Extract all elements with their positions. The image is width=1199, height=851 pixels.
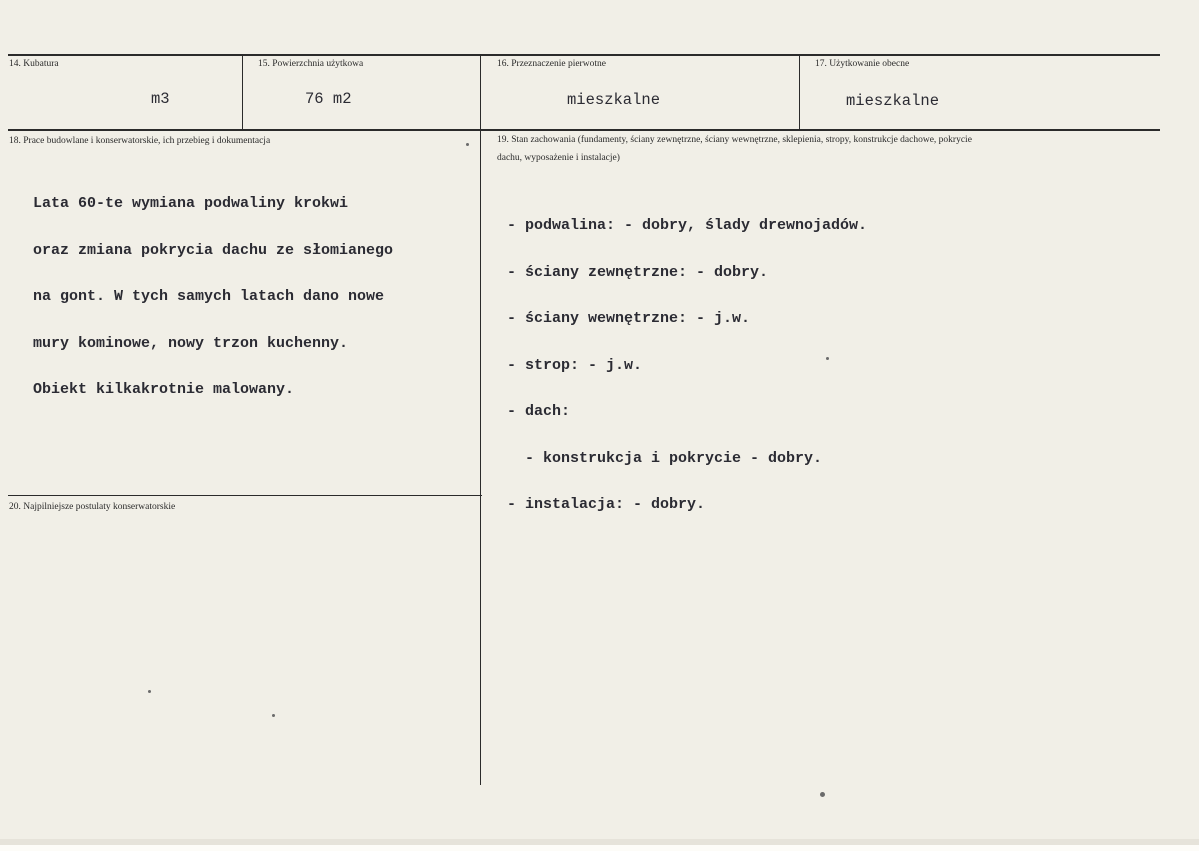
paper-speck [820, 792, 825, 797]
prace-line: Obiekt kilkakrotnie malowany. [33, 381, 295, 398]
uzytkowanie-label: 17. Użytkowanie obecne [815, 59, 910, 69]
stan-line: - instalacja: - dobry. [507, 496, 706, 513]
top-rule [8, 54, 1160, 56]
paper-speck [272, 714, 275, 717]
prace-line: na gont. W tych samych latach dano nowe [33, 288, 385, 305]
paper-speck [826, 357, 829, 360]
stan-line: - konstrukcja i pokrycie - dobry. [507, 449, 823, 467]
prace-text [33, 165, 393, 429]
col-divider-1 [242, 55, 243, 130]
prace-line: mury kominowe, nowy trzon kuchenny. [33, 334, 349, 352]
paper-speck [148, 690, 151, 693]
przeznaczenie-label: 16. Przeznaczenie pierwotne [497, 59, 606, 69]
col-divider-3 [799, 55, 800, 130]
stan-line: - dach: [507, 403, 571, 420]
section-divider [8, 495, 482, 496]
prace-line: Lata 60-te wymiana podwaliny krokwi [33, 195, 349, 212]
stan-line: - ściany wewnętrzne: - j.w. [507, 310, 751, 327]
prace-label: 18. Prace budowlane i konserwatorskie, ich przebieg i dokumentacja [9, 136, 271, 146]
col-divider-2 [480, 55, 481, 785]
uzytkowanie-value: mieszkalne [846, 92, 940, 110]
paper-speck [466, 143, 469, 146]
stan-line: - ściany zewnętrzne: - dobry. [507, 263, 769, 281]
prace-line: oraz zmiana pokrycia dachu ze słomianego [33, 241, 394, 259]
kubatura-label: 14. Kubatura [9, 59, 59, 69]
przeznaczenie-value: mieszkalne [567, 91, 661, 109]
powierzchnia-label: 15. Powierzchnia użytkowa [258, 59, 364, 69]
postulaty-label: 20. Najpilniejsze postulaty konserwatorskie [9, 502, 176, 512]
stan-line: - podwalina: - dobry, ślady drewnojadów. [507, 217, 868, 234]
stan-line: - strop: - j.w. [507, 356, 643, 374]
powierzchnia-value: 76 m2 [305, 90, 352, 108]
kubatura-value: m3 [151, 90, 170, 108]
stan-text [507, 187, 867, 544]
stan-label: 19. Stan zachowania (fundamenty, ściany zewnętrzne, ściany wewnętrzne, sklepienia, stropy, konstrukcje dachowe, pokrycie dachu, wyposażenie i instalacje) [497, 135, 972, 163]
